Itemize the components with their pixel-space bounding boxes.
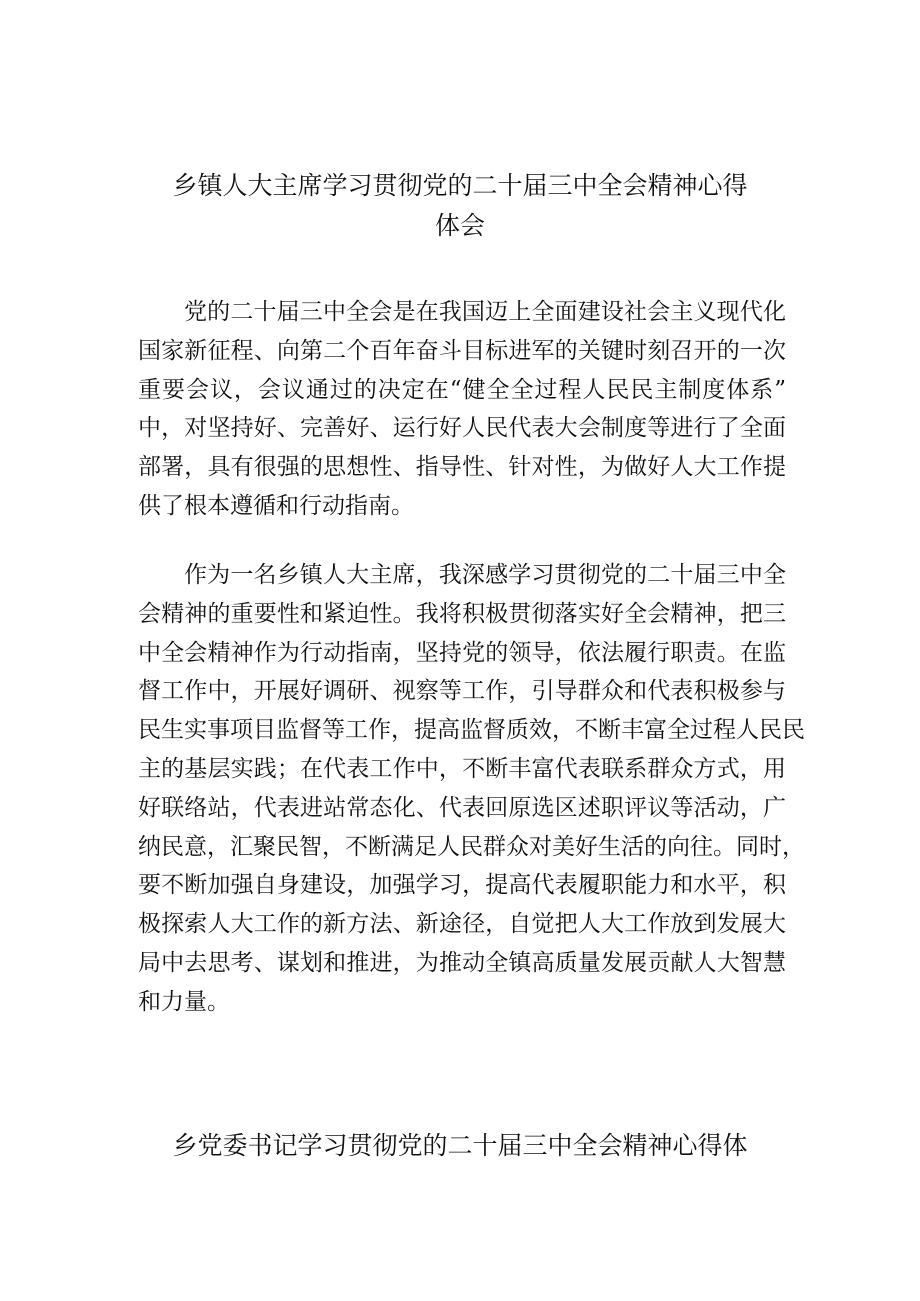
paragraph-line: 会精神的重要性和紧迫性。我将积极贯彻落实好全会精神，把三 <box>138 600 786 627</box>
paragraph-line: 中全会精神作为行动指南，坚持党的领导，依法履行职责。在监 <box>138 639 786 666</box>
title-line: 乡党委书记学习贯彻党的二十届三中全会精神心得体 <box>172 1131 748 1160</box>
paragraph-line: 重要会议，会议通过的决定在“健全全过程人民民主制度体系” <box>138 376 786 403</box>
article-title <box>140 1126 780 1166</box>
paragraph-line: 好联络站，代表进站常态化、代表回原选区述职评议等活动，广 <box>138 794 786 821</box>
paragraph-line: 作为一名乡镇人大主席，我深感学习贯彻党的二十届三中全 <box>184 562 786 588</box>
title-line: 乡镇人大主席学习贯彻党的二十届三中全会精神心得 <box>172 171 748 200</box>
paragraph-line: 纳民意，汇聚民智，不断满足人民群众对美好生活的向往。同时， <box>138 833 805 860</box>
paragraph-line: 国家新征程、向第二个百年奋斗目标进军的关键时刻召开的一次 <box>138 337 786 364</box>
paragraph-line: 极探索人大工作的新方法、新途径，自觉把人大工作放到发展大 <box>138 911 786 938</box>
paragraph-line: 中，对坚持好、完善好、运行好人民代表大会制度等进行了全面 <box>138 415 786 442</box>
paragraph-line: 部署，具有很强的思想性、指导性、针对性，为做好人大工作提 <box>138 454 786 481</box>
paragraph-line: 督工作中，开展好调研、视察等工作，引导群众和代表积极参与 <box>138 678 786 705</box>
paragraph-line: 供了根本遵循和行动指南。 <box>138 492 414 519</box>
article-title <box>140 166 780 246</box>
paragraph-line: 民生实事项目监督等工作，提高监督质效，不断丰富全过程人民民 <box>138 717 805 744</box>
paragraph-line: 要不断加强自身建设，加强学习，提高代表履职能力和水平，积 <box>138 872 786 899</box>
body-paragraph <box>138 556 805 1022</box>
paragraph-line: 和力量。 <box>138 988 230 1015</box>
body-paragraph <box>138 293 786 526</box>
paragraph-line: 党的二十届三中全会是在我国迈上全面建设社会主义现代化 <box>184 299 786 325</box>
title-line: 体会 <box>434 211 485 240</box>
paragraph-line: 局中去思考、谋划和推进，为推动全镇高质量发展贡献人大智慧 <box>138 949 786 976</box>
paragraph-line: 主的基层实践；在代表工作中，不断丰富代表联系群众方式，用 <box>138 755 786 782</box>
